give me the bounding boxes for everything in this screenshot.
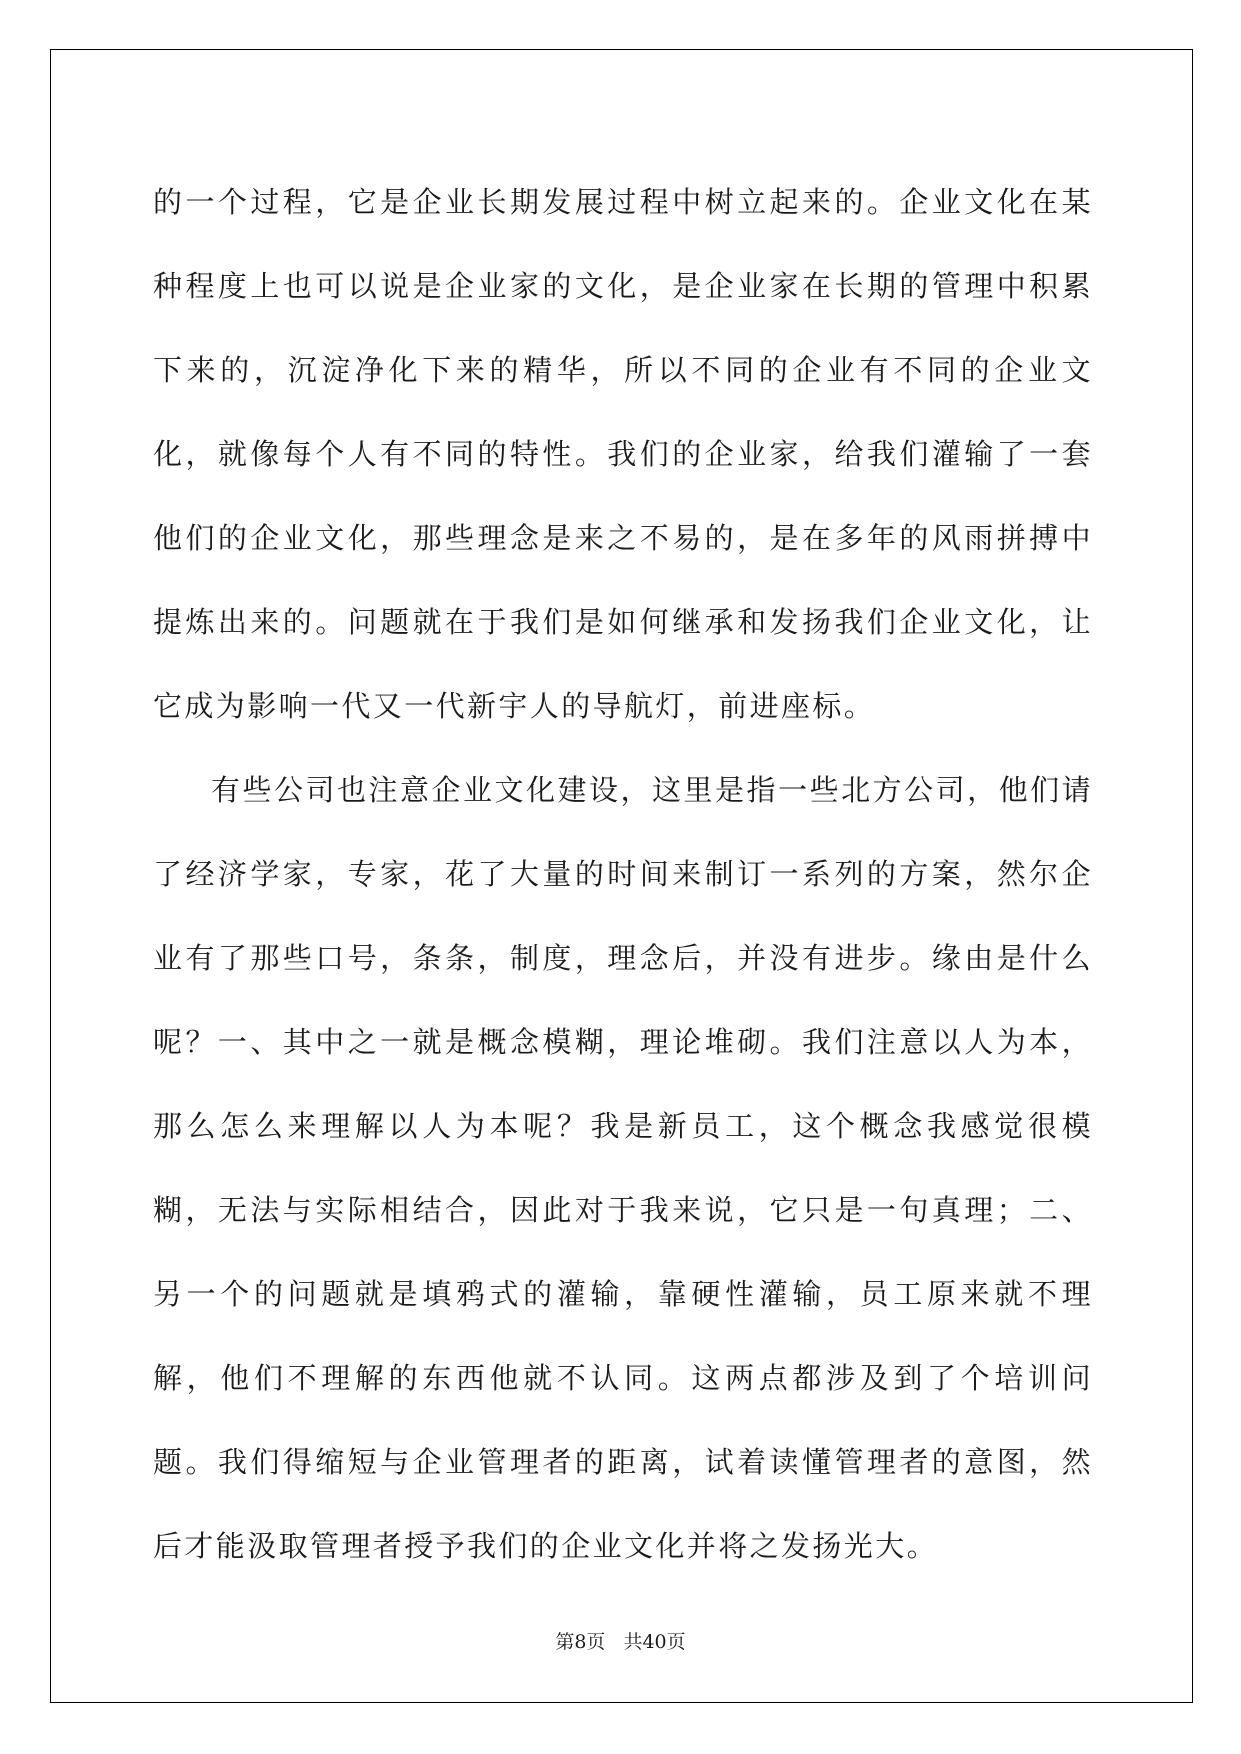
document-body	[153, 160, 1093, 1588]
page-total: 共40页	[623, 1631, 686, 1653]
paragraph: 有些公司也注意企业文化建设，这里是指一些北方公司，他们请了经济学家，专家，花了大量的时间来制订一系列的方案，然尔企业有了那些口号，条条，制度，理念后，并没有进步。缘由是什么呢？一、其中之一就是概念模糊，理论堆砌。我们注意以人为本，那么怎么来理解以人为本呢？我是新员工，这个概念我感觉很模糊，无法与实际相结合，因此对于我来说，它只是一句真理；二、另一个的问题就是填鸦式的灌输，靠硬性灌输，员工原来就不理解，他们不理解的东西他就不认同。这两点都涉及到了个培训问题。我们得缩短与企业管理者的距离，试着读懂管理者的意图，然后才能汲取管理者授予我们的企业文化并将之发扬光大。	[153, 773, 1093, 1563]
page-number: 第8页	[555, 1631, 606, 1653]
page-footer	[0, 1627, 1241, 1654]
paragraph: 的一个过程，它是企业长期发展过程中树立起来的。企业文化在某种程度上也可以说是企业家的文化，是企业家在长期的管理中积累下来的，沉淀净化下来的精华，所以不同的企业有不同的企业文化，就像每个人有不同的特性。我们的企业家，给我们灌输了一套他们的企业文化，那些理念是来之不易的，是在多年的风雨拼搏中提炼出来的。问题就在于我们是如何继承和发扬我们企业文化，让它成为影响一代又一代新宇人的导航灯，前进座标。	[153, 185, 1093, 723]
